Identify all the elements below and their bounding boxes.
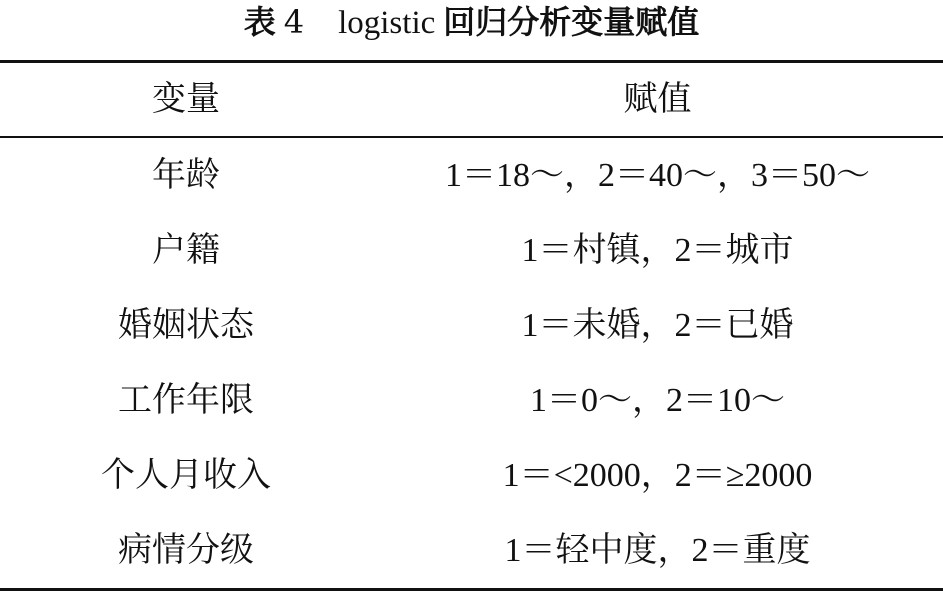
row-value-work-years: 1＝0～，2＝10～ [530, 382, 785, 419]
row-value-marital-status: 1＝未婚，2＝已婚 [521, 307, 794, 344]
row-value-household: 1＝村镇，2＝城市 [521, 232, 794, 269]
row-value-age: 1＝18～，2＝40～，3＝50～ [445, 157, 870, 194]
row-variable-disease-grade: 病情分级 [118, 530, 254, 570]
row-value-disease-grade: 1＝轻中度，2＝重度 [504, 532, 811, 569]
row-variable-monthly-income: 个人月收入 [101, 455, 271, 495]
caption-title-latin: logistic [338, 5, 436, 41]
row-variable-age: 年龄 [152, 155, 220, 195]
row-value-monthly-income: 1＝<2000，2＝≥2000 [502, 457, 813, 494]
row-variable-marital-status: 婚姻状态 [118, 305, 254, 345]
caption-title-cjk: 回归分析变量赋值 [443, 3, 700, 41]
header-value: 赋值 [623, 81, 692, 118]
caption-label: 表 [243, 3, 276, 41]
row-variable-household: 户籍 [152, 230, 220, 270]
header-variable: 变量 [152, 79, 220, 119]
caption-number: 4 [283, 3, 305, 41]
row-variable-work-years: 工作年限 [118, 380, 254, 420]
table-bottom-rule [0, 588, 943, 591]
table-caption [0, 0, 943, 44]
